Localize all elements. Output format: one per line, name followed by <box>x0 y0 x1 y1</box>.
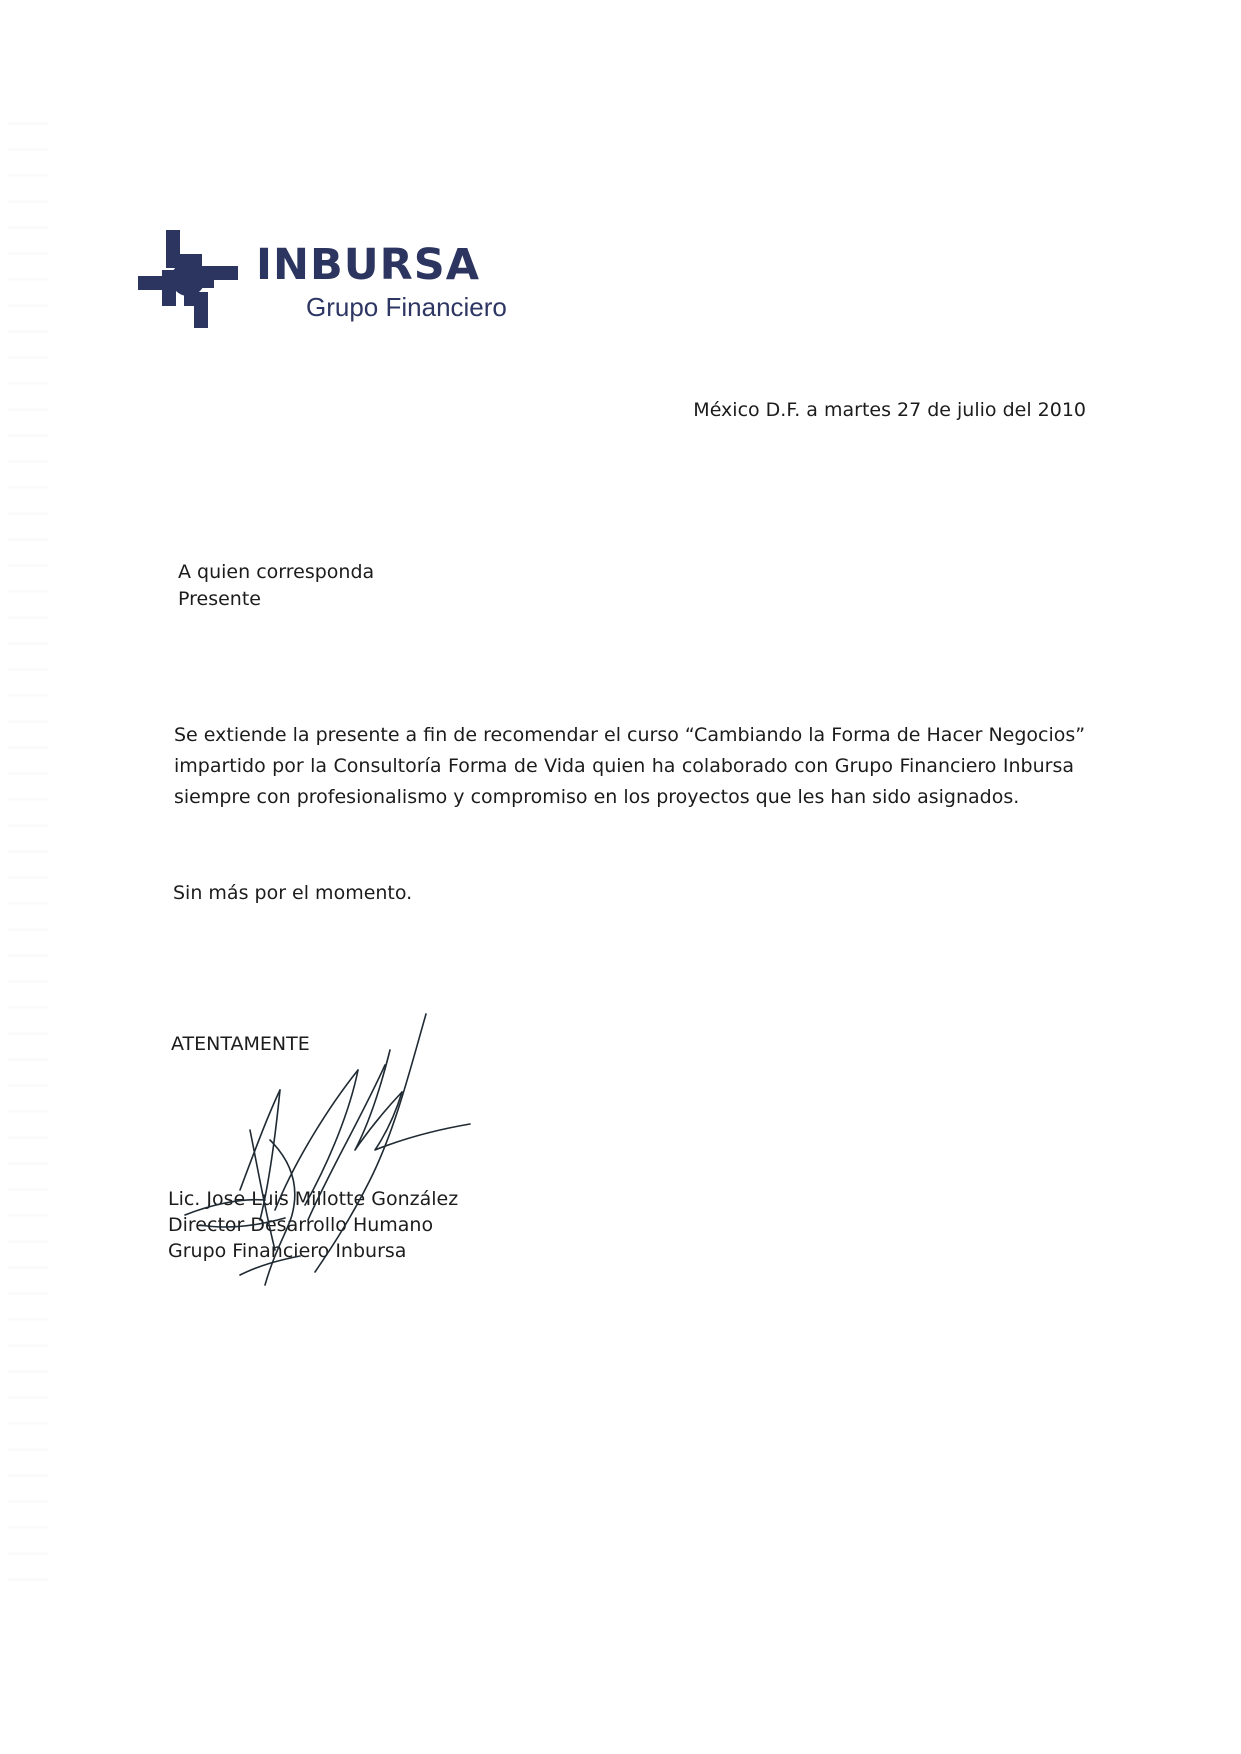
inbursa-logo-icon <box>138 230 238 330</box>
date-line: México D.F. a martes 27 de julio del 2010 <box>693 399 1086 421</box>
sign-off: ATENTAMENTE <box>171 1033 310 1055</box>
body-line: Se extiende la presente a fin de recomendar el curso “Cambiando la Forma de Hacer Negocios” <box>174 724 1086 746</box>
signer-position: Director Desarrollo Humano <box>168 1214 434 1236</box>
inbursa-logo <box>138 230 518 330</box>
salutation-line: Presente <box>178 588 261 610</box>
scan-artifact <box>8 100 48 1600</box>
closing-line: Sin más por el momento. <box>173 882 413 904</box>
body-line: siempre con profesionalismo y compromiso en los proyectos que les han sido asignados. <box>174 786 1020 808</box>
logo-brand-name: INBURSA <box>256 240 481 290</box>
signer-company: Grupo Financiero Inbursa <box>168 1240 407 1262</box>
handwritten-signature <box>180 1010 500 1310</box>
salutation-line: A quien corresponda <box>178 561 375 583</box>
logo-subtitle: Grupo Financiero <box>306 292 507 322</box>
body-line: impartido por la Consultoría Forma de Vida quien ha colaborado con Grupo Financiero Inbursa <box>174 755 1074 777</box>
salutation <box>178 559 374 613</box>
signer-name: Lic. Jose Luis Millotte González <box>168 1188 459 1210</box>
letter-body <box>174 720 1086 813</box>
